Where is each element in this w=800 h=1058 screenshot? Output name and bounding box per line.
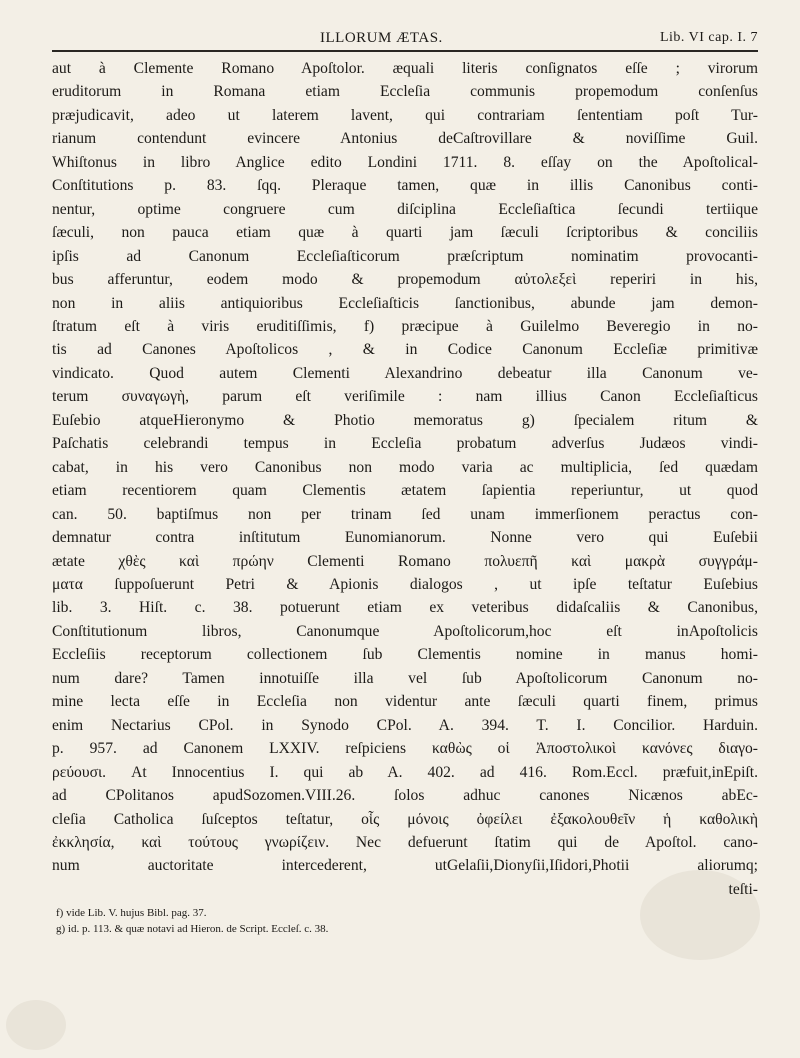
footnotes <box>52 905 758 937</box>
text-line: ætate χθὲς καὶ πρώην Clementi Romano πολυεπῆ καὶ μακρὰ συγγράμ- <box>52 552 758 570</box>
text-line: eruditorum in Romana etiam Eccleſia communis propemodum conſenſus <box>52 83 758 101</box>
book-page <box>52 22 758 937</box>
running-title: ILLORUM ÆTAS. <box>320 30 443 46</box>
text-line: ρεύουσι. At Innocentius I. qui ab A. 402. ad 416. Rom.Eccl. præfuit,inEpiſt. <box>52 763 758 781</box>
text-line: enim Nectarius CPol. in Synodo CPol. A. 394. T. I. Concilior. Harduin. <box>52 716 758 734</box>
text-line: vindicato. Quod autem Clementi Alexandrino debeatur illa Canonum ve- <box>52 364 758 382</box>
text-line: Euſebio atqueHieronymo & Photio memoratus g) ſpecialem ritum & <box>52 411 758 429</box>
footnote: f) vide Lib. V. hujus Bibl. pag. 37. <box>56 907 207 920</box>
text-line: ad CPolitanos apudSozomen.VIII.26. ſolos adhuc canones Nicænos abEc- <box>52 787 758 805</box>
text-line: nentur, optime congruere cum diſciplina Eccleſiaſtica ſecundi tertiique <box>52 200 758 218</box>
text-line: ἐκκλησία, καὶ τούτους γνωρίζειν. Nec defuerunt ſtatim qui de Apoſtol. cano- <box>52 833 758 851</box>
text-line: cleſia Catholica ſuſceptos teſtatur, οἷς μόνοις ὀφείλει ἐξακολουθεῖν ἡ καθολικὴ <box>52 810 758 828</box>
text-line: etiam recentiorem quam Clementis ætatem ſapientia reperiuntur, ut quod <box>52 482 758 500</box>
text-line: ματα ſuppoſuerunt Petri & Apionis dialogos , ut ipſe teſtatur Euſebius <box>52 575 758 593</box>
text-line: num auctoritate intercederent, utGelaſii,Dionyſii,Iſidori,Photii aliorumq; <box>52 857 758 875</box>
text-line: terum συναγωγὴ, parum eſt veriſimile : nam illius Canon Eccleſiaſticus <box>52 388 758 406</box>
text-line: ipſis ad Canonum Eccleſiaſticorum præſcriptum nominatim provocanti- <box>52 247 758 265</box>
text-line: p. 957. ad Canonem LXXIV. reſpiciens καθὼς οἱ Ἀποστολικοὶ κανόνες διαγο- <box>52 740 758 758</box>
text-line: non in aliis antiquioribus Eccleſiaſticis ſanctionibus, abunde jam demon- <box>52 294 758 312</box>
text-line: demnatur contra inſtitutum Eunomianorum. Nonne vero qui Euſebii <box>52 529 758 547</box>
text-line: tis ad Canones Apoſtolicos , & in Codice Canonum Eccleſiæ primitivæ <box>52 341 758 359</box>
text-line: can. 50. baptiſmus non per trinam ſed unam immerſionem peractus con- <box>52 505 758 523</box>
text-line: ſæculi, non pauca etiam quæ à quarti jam ſæculi ſcriptoribus & conciliis <box>52 224 758 242</box>
text-line: Paſchatis celebrandi tempus in Eccleſia probatum adverſus Judæos vindi- <box>52 435 758 453</box>
text-line: ſtratum eſt à viris eruditiſſimis, f) præcipue à Guilelmo Beveregio in no- <box>52 317 758 335</box>
body-text <box>52 57 758 901</box>
running-header <box>52 22 758 52</box>
text-line: præjudicavit, adeo ut laterem lavent, qui contrariam ſententiam poſt Tur- <box>52 106 758 124</box>
text-line: teſti- <box>728 880 758 898</box>
text-line: cabat, in his vero Canonibus non modo varia ac multiplicia, ſed quædam <box>52 458 758 476</box>
text-line: Conſtitutionum libros, Canonumque Apoſtolicorum,hoc eſt inApoſtolicis <box>52 622 758 640</box>
text-line: Conſtitutions p. 83. ſqq. Pleraque tamen, quæ in illis Canonibus conti- <box>52 177 758 195</box>
text-line: mine lecta eſſe in Eccleſia non videntur ante ſæculi quarti finem, primus <box>52 693 758 711</box>
text-line: lib. 3. Hiſt. c. 38. potuerunt etiam ex veteribus didaſcaliis & Canonibus, <box>52 599 758 617</box>
text-line: rianum contendunt evincere Antonius deCaſtrovillare & noviſſime Guil. <box>52 130 758 148</box>
paper-stain <box>6 1000 66 1050</box>
text-line: aut à Clemente Romano Apoſtolor. æquali literis conſignatos eſſe ; virorum <box>52 60 758 77</box>
text-line: bus afferuntur, eodem modo & propemodum αὐτολεξεὶ reperiri in his, <box>52 271 758 289</box>
footnote: g) id. p. 113. & quæ notavi ad Hieron. de Script. Eccleſ. c. 38. <box>56 923 329 936</box>
text-line: num dare? Tamen innotuiſſe illa vel ſub Apoſtolicorum Canonum no- <box>52 669 758 687</box>
text-line: Whiſtonus in libro Anglice edito Londini 1711. 8. eſſay on the Apoſtolical- <box>52 153 758 171</box>
book-chapter-page-ref: Lib. VI cap. I. 7 <box>659 30 758 45</box>
text-line: Eccleſiis receptorum collectionem ſub Clementis nomine in manus homi- <box>52 646 758 664</box>
